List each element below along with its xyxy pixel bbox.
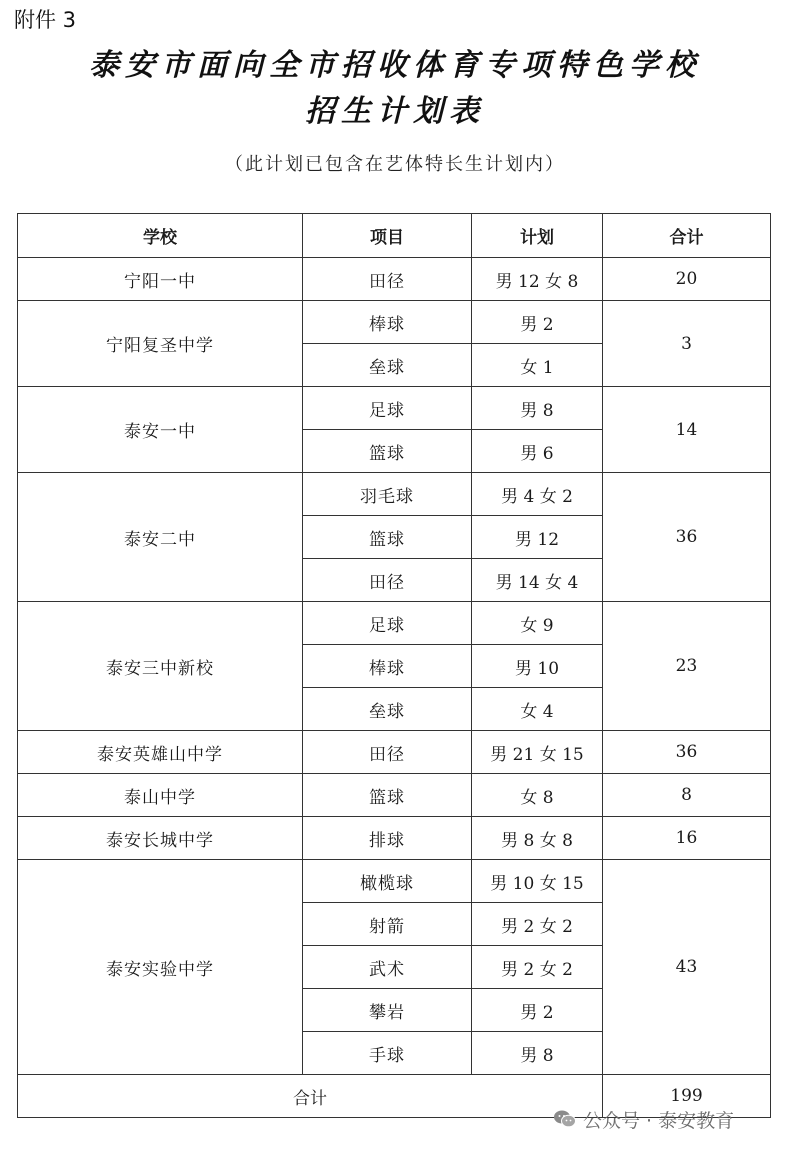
- wechat-icon: [553, 1109, 577, 1129]
- plan-quota-cell: 男 2 女 2: [472, 903, 603, 946]
- plan-quota-cell: 男 2: [472, 989, 603, 1032]
- plan-quota-cell: 男 2: [472, 301, 603, 344]
- plan-quota-cell: 男 12: [472, 516, 603, 559]
- school-total-cell: 14: [603, 387, 771, 473]
- school-name-cell: 泰安长城中学: [18, 817, 303, 860]
- school-total-cell: 8: [603, 774, 771, 817]
- school-name-cell: 泰安二中: [18, 473, 303, 602]
- table-row: [18, 473, 771, 516]
- sport-item-cell: 田径: [303, 559, 472, 602]
- school-total-cell: 20: [603, 258, 771, 301]
- table-body: [18, 258, 771, 1075]
- plan-quota-cell: 男 8: [472, 387, 603, 430]
- table-row: [18, 731, 771, 774]
- sport-item-cell: 排球: [303, 817, 472, 860]
- sport-item-cell: 田径: [303, 258, 472, 301]
- school-name-cell: 宁阳复圣中学: [18, 301, 303, 387]
- table-row: [18, 258, 771, 301]
- plan-note: （此计划已包含在艺体特长生计划内）: [225, 154, 565, 175]
- plan-quota-cell: 女 9: [472, 602, 603, 645]
- plan-quota-cell: 女 8: [472, 774, 603, 817]
- plan-quota-cell: 男 6: [472, 430, 603, 473]
- table-row: [18, 817, 771, 860]
- school-name-cell: 泰安实验中学: [18, 860, 303, 1075]
- plan-quota-cell: 男 10 女 15: [472, 860, 603, 903]
- document-title-line2: 招生计划表: [305, 94, 485, 129]
- sport-item-cell: 棒球: [303, 645, 472, 688]
- table-row: [18, 602, 771, 645]
- school-total-cell: 43: [603, 860, 771, 1075]
- sport-item-cell: 武术: [303, 946, 472, 989]
- sport-item-cell: 垒球: [303, 688, 472, 731]
- school-total-cell: 36: [603, 731, 771, 774]
- header-school: 学校: [18, 214, 303, 258]
- sport-item-cell: 射箭: [303, 903, 472, 946]
- sport-item-cell: 攀岩: [303, 989, 472, 1032]
- sport-item-cell: 橄榄球: [303, 860, 472, 903]
- sport-item-cell: 垒球: [303, 344, 472, 387]
- plan-quota-cell: 男 14 女 4: [472, 559, 603, 602]
- school-name-cell: 泰安三中新校: [18, 602, 303, 731]
- table-row: [18, 387, 771, 430]
- plan-quota-cell: 男 8 女 8: [472, 817, 603, 860]
- sport-item-cell: 田径: [303, 731, 472, 774]
- header-total: 合计: [603, 214, 771, 258]
- school-name-cell: 泰安一中: [18, 387, 303, 473]
- plan-quota-cell: 男 4 女 2: [472, 473, 603, 516]
- sport-item-cell: 篮球: [303, 430, 472, 473]
- plan-quota-cell: 男 8: [472, 1032, 603, 1075]
- header-item: 项目: [303, 214, 472, 258]
- table-header-row: [18, 214, 771, 258]
- school-total-cell: 16: [603, 817, 771, 860]
- school-total-cell: 36: [603, 473, 771, 602]
- sport-item-cell: 足球: [303, 602, 472, 645]
- watermark: [553, 1104, 734, 1134]
- attachment-label: 附件 3: [14, 8, 77, 32]
- header-plan: 计划: [472, 214, 603, 258]
- sport-item-cell: 篮球: [303, 774, 472, 817]
- plan-quota-cell: 男 2 女 2: [472, 946, 603, 989]
- plan-quota-cell: 男 21 女 15: [472, 731, 603, 774]
- grand-total-label: 合计: [18, 1075, 603, 1118]
- watermark-text: 公众号 · 泰安教育: [583, 1109, 735, 1132]
- school-name-cell: 泰山中学: [18, 774, 303, 817]
- sport-item-cell: 足球: [303, 387, 472, 430]
- plan-quota-cell: 男 12 女 8: [472, 258, 603, 301]
- table-row: [18, 774, 771, 817]
- school-total-cell: 23: [603, 602, 771, 731]
- plan-quota-cell: 女 1: [472, 344, 603, 387]
- plan-quota-cell: 男 10: [472, 645, 603, 688]
- grand-total-value: 199: [603, 1075, 771, 1118]
- table-row: [18, 860, 771, 903]
- sport-item-cell: 棒球: [303, 301, 472, 344]
- document-title-line1: 泰安市面向全市招收体育专项特色学校: [89, 48, 701, 83]
- plan-quota-cell: 女 4: [472, 688, 603, 731]
- sport-item-cell: 篮球: [303, 516, 472, 559]
- school-name-cell: 宁阳一中: [18, 258, 303, 301]
- sport-item-cell: 手球: [303, 1032, 472, 1075]
- school-total-cell: 3: [603, 301, 771, 387]
- enrollment-plan-table: [17, 213, 771, 1118]
- table-row: [18, 301, 771, 344]
- school-name-cell: 泰安英雄山中学: [18, 731, 303, 774]
- sport-item-cell: 羽毛球: [303, 473, 472, 516]
